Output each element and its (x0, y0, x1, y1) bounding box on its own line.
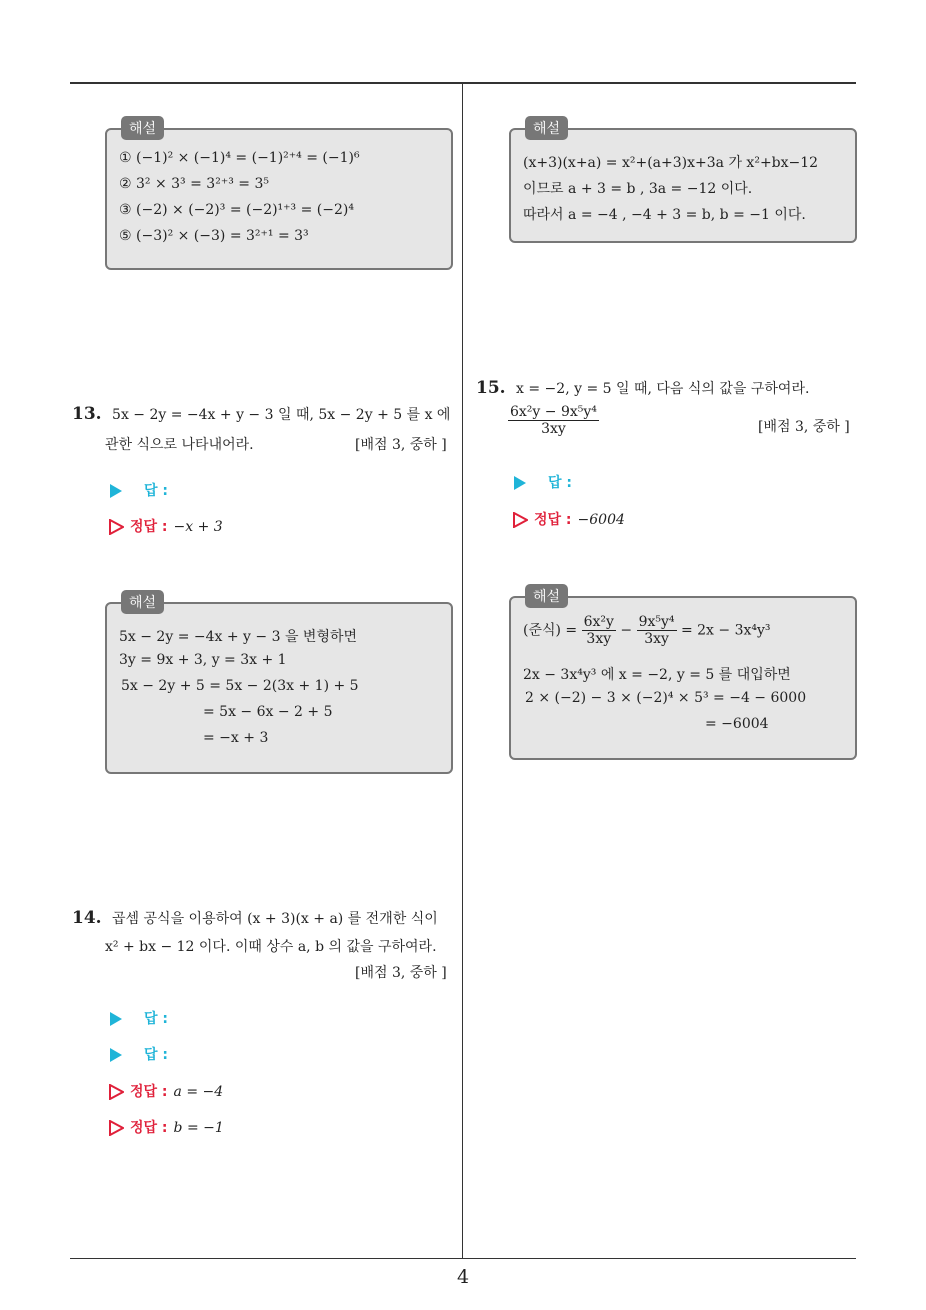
minus-sign: − (620, 622, 633, 639)
solution-line: ⑤ (−3)² × (−3) = 3²⁺¹ = 3³ (119, 228, 309, 244)
correct-label: 정답 : (130, 519, 168, 535)
fraction-numerator: 6x²y (583, 614, 614, 630)
solution-text: = 2x − 3x⁴y³ (680, 622, 771, 639)
solution-line: = 5x − 6x − 2 + 5 (203, 704, 333, 720)
answer-row[interactable] (514, 472, 572, 492)
solution-line: 5x − 2y + 5 = 5x − 2(3x + 1) + 5 (121, 678, 359, 694)
solution-line: 2 × (−2) − 3 × (−2)⁴ × 5³ = −4 − 6000 (525, 690, 807, 706)
solution-box-14 (509, 121, 857, 243)
solution-line: ③ (−2) × (−2)³ = (−2)¹⁺³ = (−2)⁴ (119, 202, 354, 218)
correct-answer-row (512, 509, 625, 529)
play-icon (110, 1012, 122, 1026)
solution-line: 따라서 a = −4 , −4 + 3 = b, b = −1 이다. (523, 207, 806, 223)
answer-row[interactable] (110, 1008, 168, 1028)
solution-tag: 해설 (525, 584, 568, 608)
question-text: 5x − 2y = −4x + y − 3 일 때, 5x − 2y + 5 를 x 에 (112, 407, 451, 423)
answer-label: 답 : (144, 1047, 168, 1063)
fraction-numerator: 9x⁵y⁴ (638, 614, 675, 630)
fraction (508, 404, 599, 437)
answer-row[interactable] (110, 480, 168, 500)
play-icon (514, 476, 526, 490)
solution-line: = −x + 3 (203, 730, 269, 746)
answer-label: 답 : (144, 1011, 168, 1027)
question-number: 13. (72, 404, 102, 424)
correct-label: 정답 : (534, 512, 572, 528)
page-number: 4 (456, 1266, 470, 1288)
correct-answer-row (108, 1081, 223, 1101)
solution-line: (x+3)(x+a) = x²+(a+3)x+3a 가 x²+bx−12 (523, 155, 819, 171)
fraction-numerator: 6x²y − 9x⁵y⁴ (510, 404, 597, 420)
correct-value: b = −1 (173, 1120, 224, 1136)
correct-answer-row (108, 1117, 224, 1137)
correct-value: −x + 3 (173, 519, 223, 535)
question-13-line2: 관한 식으로 나타내어라. (105, 437, 254, 453)
solution-box-12 (105, 121, 453, 270)
bottom-rule (70, 1258, 856, 1259)
solution-tag: 해설 (525, 116, 568, 140)
solution-line: 5x − 2y = −4x + y − 3 을 변형하면 (119, 629, 358, 645)
top-rule (70, 82, 856, 84)
solution-line: = −6004 (705, 716, 769, 732)
score-label: [배점 3, 중하 ] (355, 965, 447, 981)
answer-label: 답 : (144, 483, 168, 499)
question-text: 곱셈 공식을 이용하여 (x + 3)(x + a) 를 전개한 식이 (112, 911, 438, 927)
score-label: [배점 3, 중하 ] (355, 437, 447, 453)
solution-line: 이므로 a + 3 = b , 3a = −12 이다. (523, 181, 753, 197)
fraction-denominator: 3xy (541, 421, 566, 437)
answer-row[interactable] (110, 1044, 168, 1064)
triangle-outline-icon (512, 512, 528, 528)
fraction (582, 614, 616, 647)
fraction-denominator: 3xy (586, 631, 612, 647)
solution-tag: 해설 (121, 590, 164, 614)
column-divider (462, 83, 463, 1258)
solution-box-13 (105, 595, 453, 774)
correct-label: 정답 : (130, 1120, 168, 1136)
solution-text: (준식) = (523, 622, 578, 639)
question-13-line1 (72, 404, 450, 424)
question-number: 15. (476, 378, 506, 398)
solution-tag: 해설 (121, 116, 164, 140)
fraction (637, 614, 677, 647)
answer-label: 답 : (548, 475, 572, 491)
correct-label: 정답 : (130, 1084, 168, 1100)
triangle-outline-icon (108, 1084, 124, 1100)
solution-line: ① (−1)² × (−1)⁴ = (−1)²⁺⁴ = (−1)⁶ (119, 150, 360, 166)
solution-line: 3y = 9x + 3, y = 3x + 1 (119, 652, 287, 668)
solution-box-15 (509, 589, 857, 760)
question-14-line1 (72, 908, 438, 928)
play-icon (110, 484, 122, 498)
question-number: 14. (72, 908, 102, 928)
correct-value: −6004 (577, 512, 625, 528)
solution-line (523, 614, 771, 647)
play-icon (110, 1048, 122, 1062)
question-15-fraction (508, 404, 599, 437)
correct-answer-row (108, 516, 223, 536)
correct-value: a = −4 (173, 1084, 224, 1100)
solution-line: 2x − 3x⁴y³ 에 x = −2, y = 5 를 대입하면 (523, 667, 791, 683)
question-text: x = −2, y = 5 일 때, 다음 식의 값을 구하여라. (516, 381, 810, 397)
triangle-outline-icon (108, 519, 124, 535)
triangle-outline-icon (108, 1120, 124, 1136)
question-14-line2: x² + bx − 12 이다. 이때 상수 a, b 의 값을 구하여라. (105, 939, 437, 955)
solution-line: ② 3² × 3³ = 3²⁺³ = 3⁵ (119, 176, 269, 192)
question-15-line1 (476, 378, 809, 398)
score-label: [배점 3, 중하 ] (758, 419, 850, 435)
fraction-denominator: 3xy (644, 631, 669, 647)
